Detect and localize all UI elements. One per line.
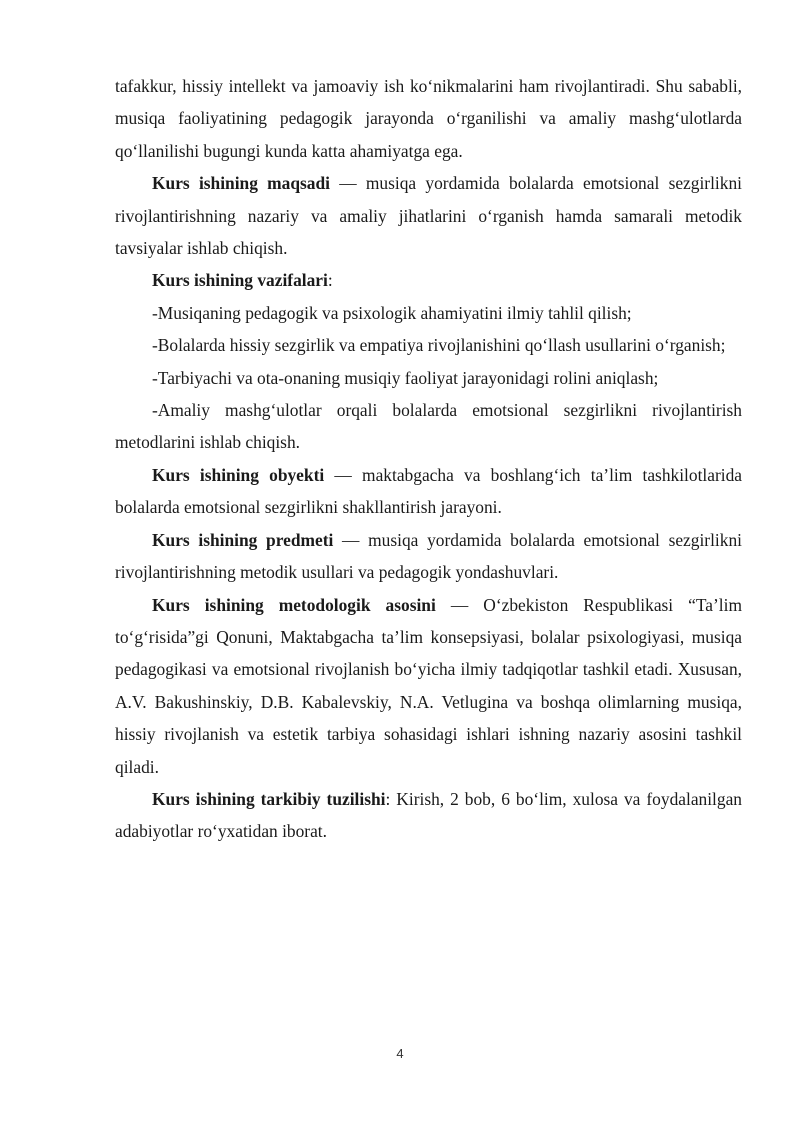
paragraph-text: — maktabgacha va boshlang‘ich ta’lim tashkilotlarida bolalarda emotsional sezgirlikni shakllantirish jarayoni.: [115, 464, 742, 518]
paragraph-lead: Kurs ishining tarkibiy tuzilishi: [152, 788, 386, 809]
task-item-1: [115, 297, 742, 329]
document-page: [115, 70, 742, 848]
paragraph-text: : Kirish, 2 bob, 6 bo‘lim, xulosa va foydalanilgan adabiyotlar ro‘yxatidan iborat.: [115, 788, 743, 842]
paragraph-text: -Tarbiyachi va ota-onaning musiqiy faoliyat jarayonidagi rolini aniqlash;: [152, 367, 659, 388]
paragraph-methodology: [115, 589, 742, 783]
paragraph-goal: [115, 167, 742, 264]
paragraph-intro-continuation: [115, 70, 742, 167]
paragraph-tasks-heading: [115, 264, 742, 296]
paragraph-text: — O‘zbekiston Respublikasi “Ta’lim to‘g‘risida”gi Qonuni, Maktabgacha ta’lim konsepsiyasi, bolalar psixologiyasi, musiqa pedagogikasi va emotsional rivojlanish bo‘yicha ilmiy tadqiqotlar tashkil etadi. Xususan, A.V. Bakushinskiy, D.B. Kabalevskiy, N.A. Vetlugina va boshqa olimlarning musiqa, hissiy rivojlanish va estetik tarbiya sohasidagi ishlari ishning nazariy asosini tashkil qiladi.: [115, 594, 743, 777]
paragraph-text: -Musiqaning pedagogik va psixologik ahamiyatini ilmiy tahlil qilish;: [152, 302, 632, 323]
task-item-3: [115, 362, 742, 394]
task-item-4: [115, 394, 742, 459]
paragraph-text: -Bolalarda hissiy sezgirlik va empatiya rivojlanishini qo‘llash usullarini o‘rganish;: [152, 335, 726, 356]
paragraph-text: tafakkur, hissiy intellekt va jamoaviy ish ko‘nikmalarini ham rivojlantiradi. Shu sababli, musiqa faoliyatining pedagogik jarayonda o‘rganilishi va amaliy mashg‘ulotlarda qo‘llanilishi bugungi kunda katta ahamiyatga ega.: [115, 76, 742, 161]
task-item-2: [115, 329, 742, 361]
paragraph-lead: Kurs ishining predmeti: [152, 529, 334, 550]
paragraph-lead: Kurs ishining maqsadi: [152, 173, 330, 194]
page-number: 4: [396, 1046, 404, 1061]
paragraph-structure: [115, 783, 742, 848]
paragraph-lead: Kurs ishining vazifalari: [152, 270, 328, 291]
paragraph-text: :: [327, 270, 333, 291]
paragraph-lead: Kurs ishining obyekti: [152, 464, 325, 485]
paragraph-text: -Amaliy mashg‘ulotlar orqali bolalarda emotsional sezgirlikni rivojlantirish metodlarini ishlab chiqish.: [115, 400, 742, 453]
paragraph-text: — musiqa yordamida bolalarda emotsional sezgirlikni rivojlantirishning nazariy va amaliy jihatlarini o‘rganish hamda samarali metodik tavsiyalar ishlab chiqish.: [115, 173, 742, 259]
paragraph-text: — musiqa yordamida bolalarda emotsional sezgirlikni rivojlantirishning metodik usullari va pedagogik yondashuvlari.: [115, 529, 742, 583]
paragraph-lead: Kurs ishining metodologik asosini: [152, 594, 436, 615]
paragraph-object: [115, 459, 742, 524]
paragraph-subject: [115, 524, 742, 589]
